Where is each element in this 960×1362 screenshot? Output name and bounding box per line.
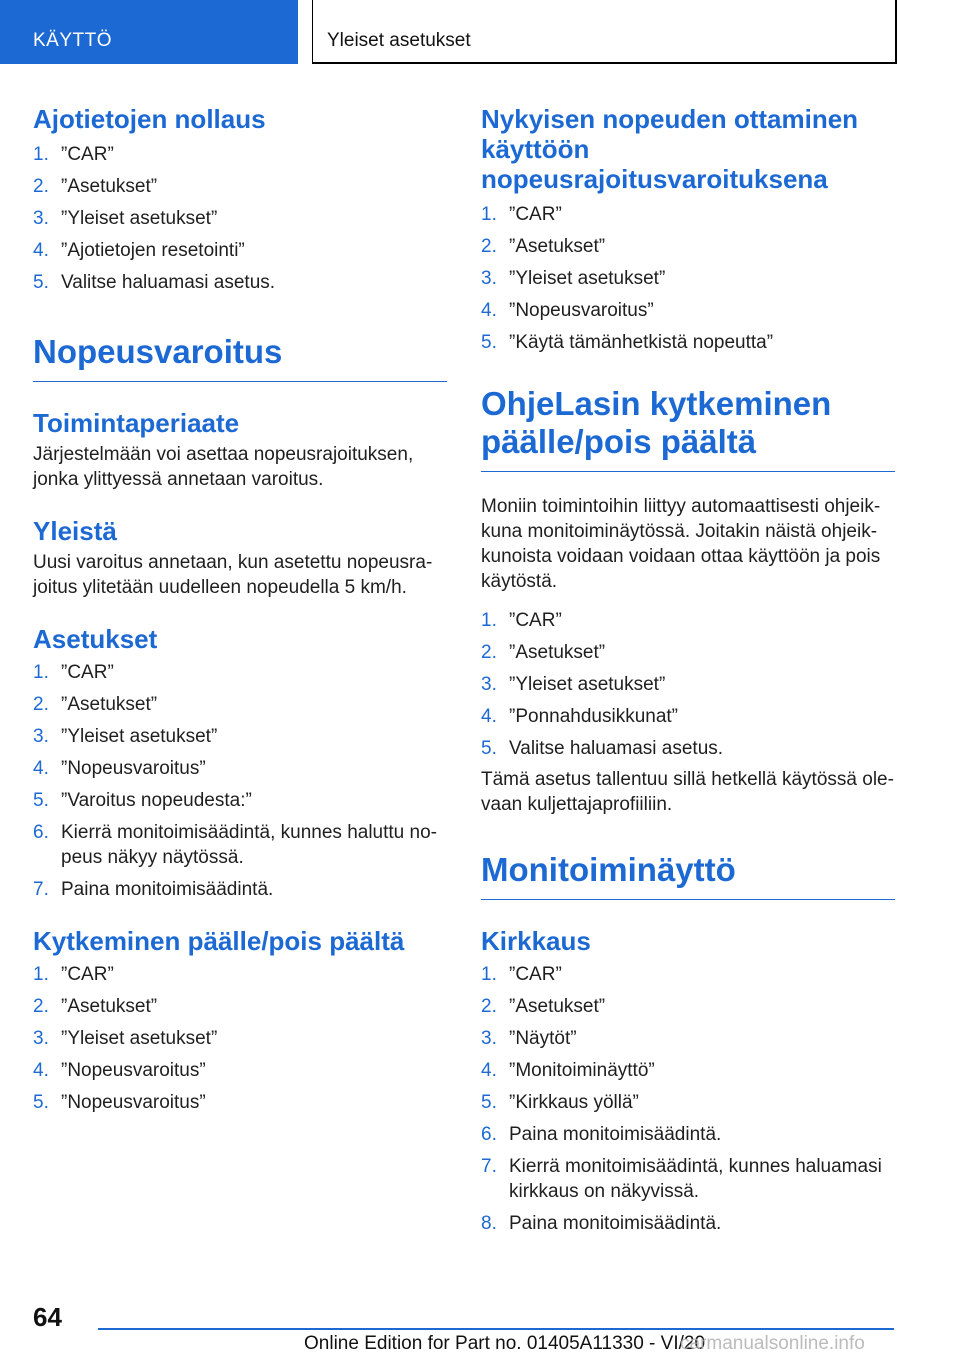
step-text: Valitse haluamasi asetus. bbox=[61, 272, 276, 293]
footer-divider bbox=[98, 1328, 894, 1330]
step-number: 1. bbox=[33, 662, 49, 683]
step-text: Paina monitoimisäädintä. bbox=[509, 1124, 722, 1145]
step-number: 1. bbox=[33, 144, 49, 165]
step-number: 5. bbox=[481, 332, 497, 353]
list-item bbox=[481, 330, 895, 355]
step-number: 7. bbox=[481, 1156, 497, 1177]
page-number: 64 bbox=[33, 1302, 62, 1332]
step-number: 3. bbox=[33, 208, 49, 229]
step-number: 7. bbox=[33, 879, 49, 900]
left-column bbox=[33, 100, 447, 1115]
principle-text: Järjestelmään voi asettaa nopeusrajoituksen, jonka ylittyessä annetaan varoitus. bbox=[33, 444, 414, 490]
header-section-tab bbox=[0, 0, 298, 64]
step-text: ”Kirkkaus yöllä” bbox=[509, 1092, 639, 1113]
list-item bbox=[33, 788, 447, 813]
step-number: 1. bbox=[481, 964, 497, 985]
step-text: ”Asetukset” bbox=[61, 996, 158, 1017]
step-text: Kierrä monitoimisäädintä, kunnes haluttu nopeus näkyy näytössä. bbox=[61, 822, 437, 868]
step-number: 1. bbox=[33, 964, 49, 985]
step-number: 5. bbox=[33, 272, 49, 293]
list-item bbox=[33, 174, 447, 199]
header-chapter-box bbox=[312, 0, 897, 64]
current-speed-heading: Nykyisen nopeuden ottaminen käyttöön nopeusrajoitusvaroituksena bbox=[481, 104, 859, 194]
step-text: ”Yleiset asetukset” bbox=[509, 674, 666, 695]
watermark: carmanualsonline.info bbox=[680, 1333, 865, 1354]
list-item bbox=[481, 736, 895, 761]
list-item bbox=[33, 238, 447, 263]
step-number: 6. bbox=[33, 822, 49, 843]
step-text: ”CAR” bbox=[61, 662, 114, 683]
step-number: 4. bbox=[481, 1060, 497, 1081]
brightness-heading: Kirkkaus bbox=[481, 926, 591, 956]
step-number: 2. bbox=[33, 694, 49, 715]
principle-heading: Toimintaperiaate bbox=[33, 408, 240, 438]
step-text: ”Yleiset asetukset” bbox=[61, 208, 218, 229]
step-number: 6. bbox=[481, 1124, 497, 1145]
brightness-steps bbox=[481, 962, 895, 1236]
help-glass-heading: OhjeLasin kytkeminen päälle/pois päältä bbox=[481, 385, 895, 472]
list-item bbox=[481, 1090, 895, 1115]
step-text: ”Monitoiminäyttö” bbox=[509, 1060, 655, 1081]
help-glass-note: Tämä asetus tallentuu sillä hetkellä käytössä olevaan kuljettajaprofiiliin. bbox=[481, 769, 894, 815]
step-number: 5. bbox=[33, 1092, 49, 1113]
step-number: 1. bbox=[481, 204, 497, 225]
step-number: 4. bbox=[481, 300, 497, 321]
step-text: ”Yleiset asetukset” bbox=[61, 1028, 218, 1049]
list-item bbox=[481, 234, 895, 259]
reset-heading: Ajotietojen nollaus bbox=[33, 104, 266, 134]
step-text: ”CAR” bbox=[509, 610, 562, 631]
list-item bbox=[481, 1211, 895, 1236]
help-glass-steps bbox=[481, 608, 895, 761]
list-item bbox=[33, 877, 447, 902]
list-item bbox=[481, 1026, 895, 1051]
step-text: ”CAR” bbox=[509, 964, 562, 985]
list-item bbox=[481, 704, 895, 729]
step-number: 3. bbox=[33, 1028, 49, 1049]
general-text: Uusi varoitus annetaan, kun asetettu nopeusrajoitus ylitetään uudelleen nopeudella 5 km/h. bbox=[33, 552, 433, 598]
list-item bbox=[481, 1122, 895, 1147]
step-text: ”Yleiset asetukset” bbox=[509, 268, 666, 289]
speed-warning-heading: Nopeusvaroitus bbox=[33, 333, 447, 382]
step-number: 3. bbox=[481, 268, 497, 289]
step-text: ”Nopeusvaroitus” bbox=[61, 758, 206, 779]
step-number: 4. bbox=[33, 240, 49, 261]
list-item bbox=[33, 1058, 447, 1083]
step-number: 3. bbox=[481, 674, 497, 695]
list-item bbox=[33, 660, 447, 685]
list-item bbox=[481, 202, 895, 227]
step-number: 4. bbox=[33, 1060, 49, 1081]
step-text: Paina monitoimisäädintä. bbox=[61, 879, 274, 900]
step-text: ”Nopeusvaroitus” bbox=[509, 300, 654, 321]
list-item bbox=[33, 820, 447, 870]
header-chapter-label: Yleiset asetukset bbox=[327, 30, 471, 51]
step-number: 2. bbox=[33, 996, 49, 1017]
step-number: 4. bbox=[481, 706, 497, 727]
step-number: 3. bbox=[481, 1028, 497, 1049]
list-item bbox=[33, 206, 447, 231]
step-text: ”Asetukset” bbox=[509, 642, 606, 663]
list-item bbox=[33, 724, 447, 749]
list-item bbox=[33, 994, 447, 1019]
step-text: ”Yleiset asetukset” bbox=[61, 726, 218, 747]
step-text: Paina monitoimisäädintä. bbox=[509, 1213, 722, 1234]
step-text: ”Näytöt” bbox=[509, 1028, 577, 1049]
step-text: ”Ponnahdusikkunat” bbox=[509, 706, 678, 727]
list-item bbox=[481, 640, 895, 665]
step-text: ”Asetukset” bbox=[509, 236, 606, 257]
list-item bbox=[481, 962, 895, 987]
list-item bbox=[481, 672, 895, 697]
step-number: 4. bbox=[33, 758, 49, 779]
list-item bbox=[33, 1026, 447, 1051]
step-number: 5. bbox=[33, 790, 49, 811]
reset-steps bbox=[33, 142, 447, 295]
step-text: ”Käytä tämänhetkistä nopeutta” bbox=[509, 332, 774, 353]
right-column bbox=[481, 100, 895, 1236]
step-text: ”CAR” bbox=[61, 144, 114, 165]
list-item bbox=[33, 962, 447, 987]
step-text: Kierrä monitoimisäädintä, kunnes haluamasi kirkkaus on näkyvissä. bbox=[509, 1156, 882, 1202]
footer-edition: Online Edition for Part no. 01405A11330 - VI/20 bbox=[304, 1333, 706, 1354]
list-item bbox=[481, 1058, 895, 1083]
step-text: ”Nopeusvaroitus” bbox=[61, 1060, 206, 1081]
step-number: 1. bbox=[481, 610, 497, 631]
help-glass-text: Moniin toimintoihin liittyy automaattisesti ohjeikkuna monitoiminäytössä. Joitakin näistä ohjeikkunoista voidaan voidaan ottaa käyttöön ja pois käytöstä. bbox=[481, 496, 881, 592]
step-number: 2. bbox=[481, 642, 497, 663]
step-text: ”CAR” bbox=[509, 204, 562, 225]
list-item bbox=[33, 1090, 447, 1115]
step-text: ”Ajotietojen resetointi” bbox=[61, 240, 245, 261]
toggle-heading: Kytkeminen päälle/pois päältä bbox=[33, 926, 405, 956]
step-text: ”Asetukset” bbox=[61, 694, 158, 715]
display-heading: Monitoiminäyttö bbox=[481, 851, 895, 900]
step-number: 5. bbox=[481, 738, 497, 759]
step-number: 8. bbox=[481, 1213, 497, 1234]
step-text: Valitse haluamasi asetus. bbox=[509, 738, 724, 759]
list-item bbox=[33, 756, 447, 781]
list-item bbox=[33, 270, 447, 295]
step-number: 2. bbox=[481, 996, 497, 1017]
step-text: ”Asetukset” bbox=[509, 996, 606, 1017]
list-item bbox=[481, 266, 895, 291]
general-heading: Yleistä bbox=[33, 516, 117, 546]
list-item bbox=[481, 298, 895, 323]
list-item bbox=[33, 142, 447, 167]
settings-heading: Asetukset bbox=[33, 624, 158, 654]
toggle-steps bbox=[33, 962, 447, 1115]
step-text: ”Asetukset” bbox=[61, 176, 158, 197]
header-section-label: KÄYTTÖ bbox=[33, 30, 113, 51]
list-item bbox=[33, 692, 447, 717]
current-speed-steps bbox=[481, 202, 895, 355]
step-number: 2. bbox=[33, 176, 49, 197]
list-item bbox=[481, 1154, 895, 1204]
step-number: 2. bbox=[481, 236, 497, 257]
list-item bbox=[481, 608, 895, 633]
list-item bbox=[481, 994, 895, 1019]
step-text: ”CAR” bbox=[61, 964, 114, 985]
settings-steps bbox=[33, 660, 447, 902]
step-text: ”Nopeusvaroitus” bbox=[61, 1092, 206, 1113]
step-number: 5. bbox=[481, 1092, 497, 1113]
step-number: 3. bbox=[33, 726, 49, 747]
step-text: ”Varoitus nopeudesta:” bbox=[61, 790, 252, 811]
